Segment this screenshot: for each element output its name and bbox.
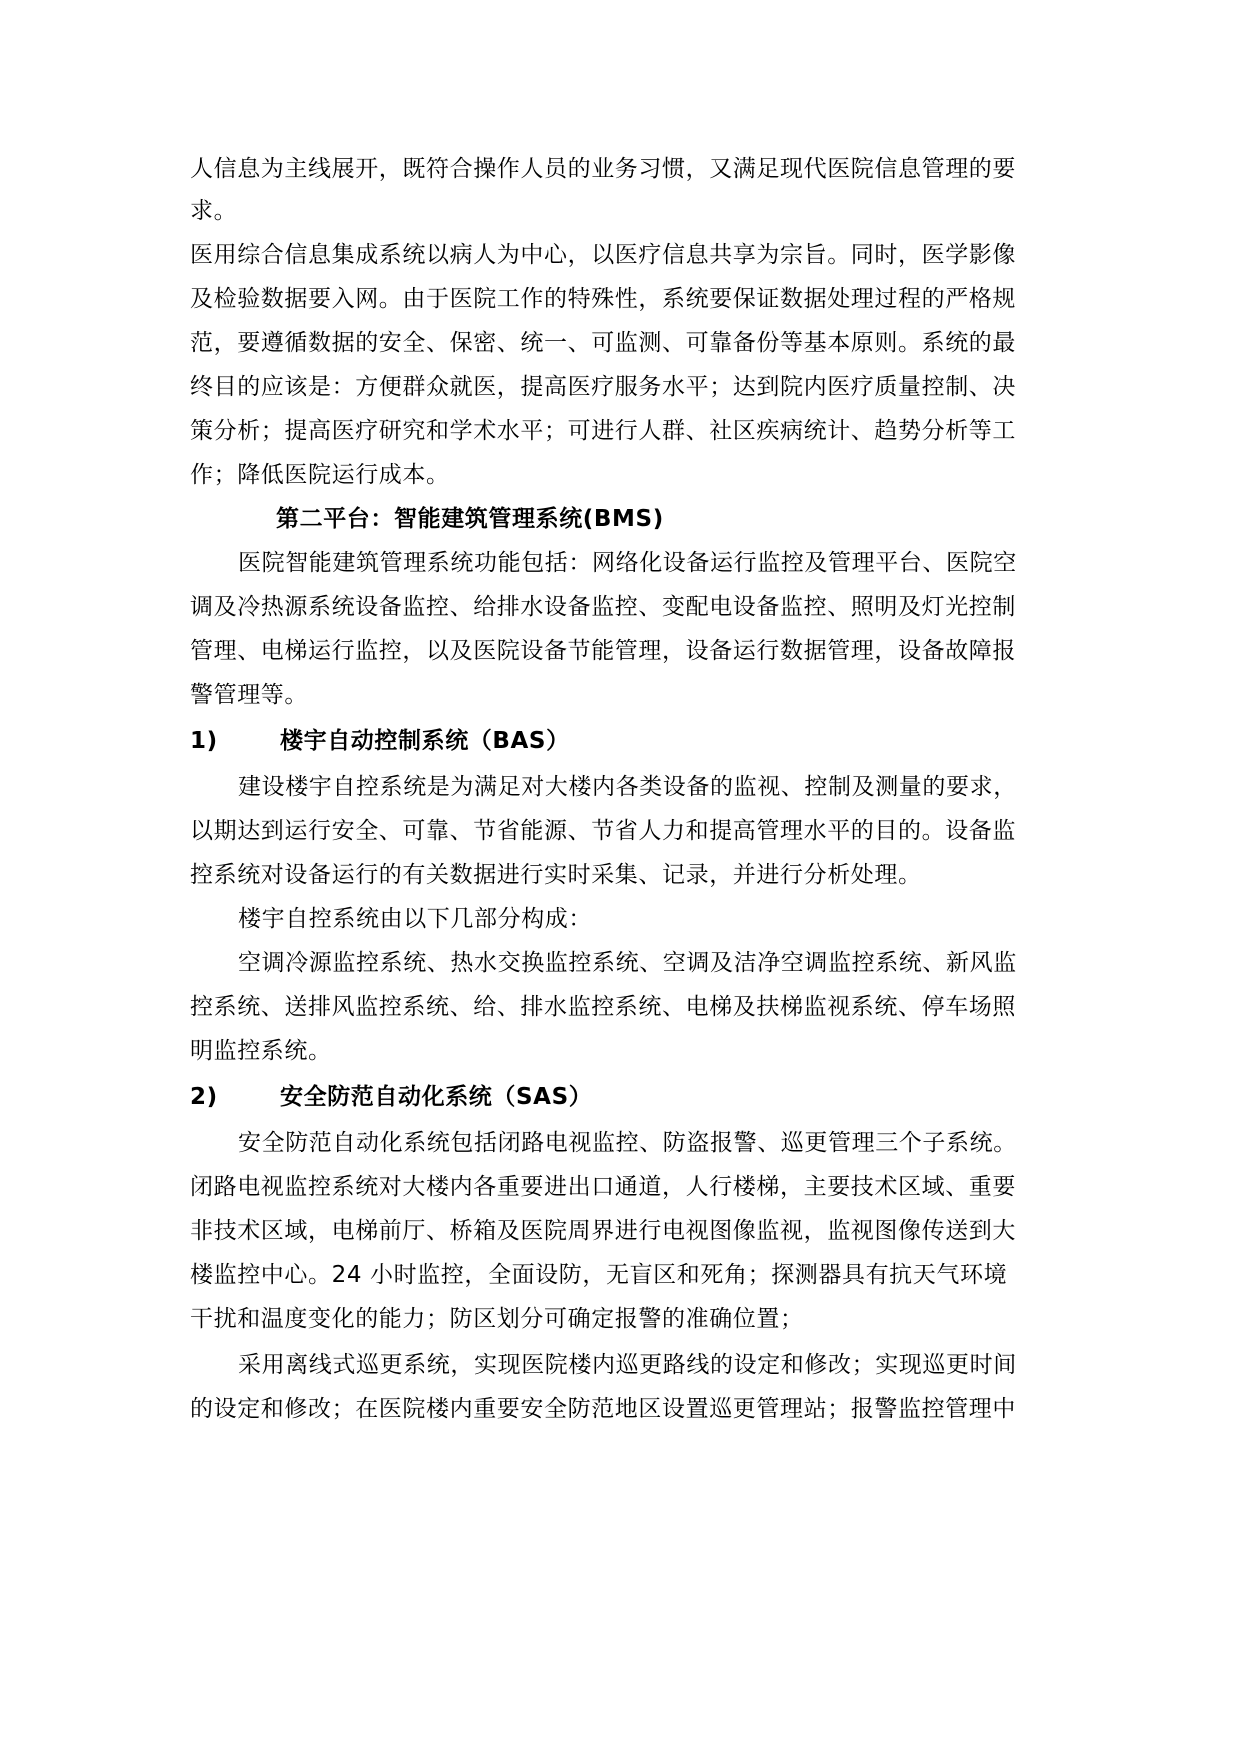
text-line: 医用综合信息集成系统以病人为中心，以医疗信息共享为宗旨。同时，医学影像 xyxy=(190,242,1016,268)
text-line: 采用离线式巡更系统，实现医院楼内巡更路线的设定和修改；实现巡更时间 xyxy=(238,1352,1017,1378)
text-line: 范，要遵循数据的安全、保密、统一、可监测、可靠备份等基本原则。系统的最 xyxy=(190,330,1016,356)
section-title: 安全防范自动化系统（SAS） xyxy=(280,1084,593,1110)
text-line: 医院智能建筑管理系统功能包括：网络化设备运行监控及管理平台、医院空 xyxy=(238,550,1017,576)
text-line: 非技术区域，电梯前厅、桥箱及医院周界进行电视图像监视，监视图像传送到大 xyxy=(190,1218,1016,1244)
text-line: 干扰和温度变化的能力；防区划分可确定报警的准确位置； xyxy=(190,1306,804,1332)
text-line: 终目的应该是：方便群众就医，提高医疗服务水平；达到院内医疗质量控制、决 xyxy=(190,374,1016,400)
section-heading xyxy=(190,1083,592,1111)
text-line: 求。 xyxy=(190,198,238,224)
text-line: 策分析；提高医疗研究和学术水平；可进行人群、社区疾病统计、趋势分析等工 xyxy=(190,418,1016,444)
text-line: 警管理等。 xyxy=(190,682,308,708)
text-line: 调及冷热源系统设备监控、给排水设备监控、变配电设备监控、照明及灯光控制 xyxy=(190,594,1016,620)
text-line: 人信息为主线展开，既符合操作人员的业务习惯，又满足现代医院信息管理的要 xyxy=(190,156,1016,182)
text-line: 以期达到运行安全、可靠、节省能源、节省人力和提高管理水平的目的。设备监 xyxy=(190,818,1016,844)
text-line: 作；降低医院运行成本。 xyxy=(190,462,450,488)
text-line: 的设定和修改；在医院楼内重要安全防范地区设置巡更管理站；报警监控管理中 xyxy=(190,1396,1016,1422)
text-line: 管理、电梯运行监控，以及医院设备节能管理，设备运行数据管理，设备故障报 xyxy=(190,638,1016,664)
section-number: 2) xyxy=(190,1084,218,1110)
text-line: 闭路电视监控系统对大楼内各重要进出口通道，人行楼梯，主要技术区域、重要 xyxy=(190,1174,1016,1200)
text-line: 楼监控中心。24 小时监控，全面设防，无盲区和死角；探测器具有抗天气环境 xyxy=(190,1262,1008,1288)
text-line: 控系统、送排风监控系统、给、排水监控系统、电梯及扶梯监视系统、停车场照 xyxy=(190,994,1016,1020)
section-heading xyxy=(190,727,570,755)
text-line: 建设楼宇自控系统是为满足对大楼内各类设备的监视、控制及测量的要求， xyxy=(238,774,1017,800)
text-line: 及检验数据要入网。由于医院工作的特殊性，系统要保证数据处理过程的严格规 xyxy=(190,286,1016,312)
text-line: 空调冷源监控系统、热水交换监控系统、空调及洁净空调监控系统、新风监 xyxy=(238,950,1017,976)
text-line: 控系统对设备运行的有关数据进行实时采集、记录，并进行分析处理。 xyxy=(190,862,922,888)
text-line: 楼宇自控系统由以下几部分构成： xyxy=(238,906,592,932)
section-number: 1) xyxy=(190,728,218,754)
platform-title: 第二平台：智能建筑管理系统(BMS) xyxy=(276,506,664,532)
text-line: 明监控系统。 xyxy=(190,1038,332,1064)
text-line: 安全防范自动化系统包括闭路电视监控、防盗报警、巡更管理三个子系统。 xyxy=(238,1130,1017,1156)
section-title: 楼宇自动控制系统（BAS） xyxy=(280,728,570,754)
